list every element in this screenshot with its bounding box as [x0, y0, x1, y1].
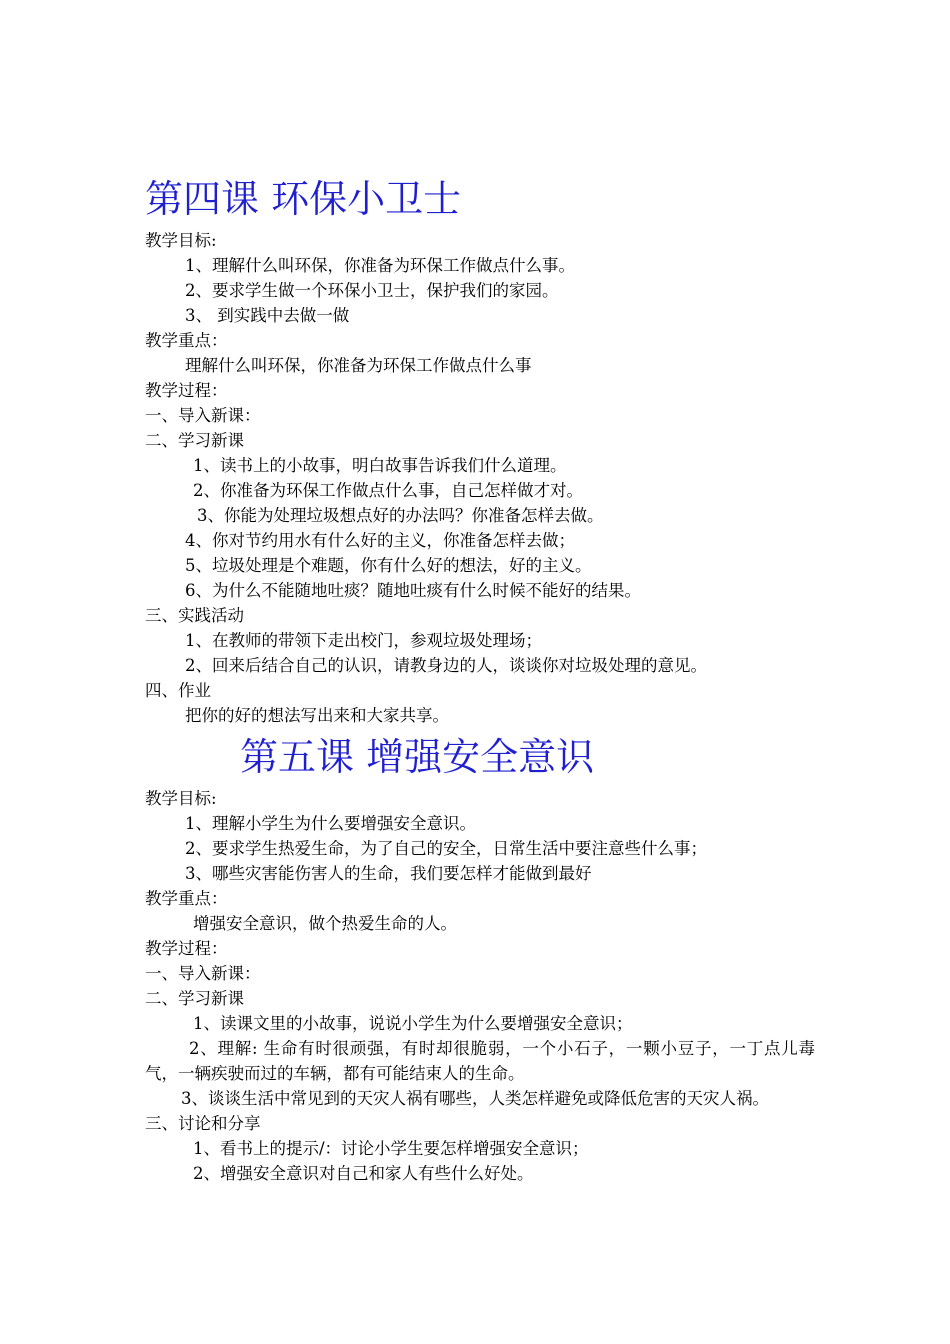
lesson4-step-1: 一、导入新课： — [145, 406, 261, 425]
lesson5-step-3: 三、讨论和分享 — [145, 1114, 261, 1133]
lesson4-goals-heading: 教学目标: — [145, 231, 217, 250]
lesson4-study-1: 1、读书上的小故事，明白故事告诉我们什么道理。 — [193, 456, 567, 475]
lesson5-focus-heading: 教学重点： — [145, 889, 228, 908]
lesson4-practice-2: 2、回来后结合自己的认识，请教身边的人，谈谈你对垃圾处理的意见。 — [185, 656, 707, 675]
lesson5-study-2: 2、理解: 生命有时很顽强，有时却很脆弱，一个小石子，一颗小豆子，一丁点儿毒气，一辆疾驶而过的车辆，都有可能结束人的生命。 — [145, 1039, 815, 1083]
lesson5-focus: 增强安全意识，做个热爱生命的人。 — [193, 914, 457, 933]
lesson5-discuss-1: 1、看书上的提示/：讨论小学生要怎样增强安全意识； — [193, 1139, 589, 1158]
lesson4-practice-1: 1、在教师的带领下走出校门，参观垃圾处理场； — [185, 631, 542, 650]
lesson4-focus-heading: 教学重点： — [145, 331, 228, 350]
lesson4-title: 第四课 环保小卫士 — [145, 177, 462, 221]
lesson5-step-2: 二、学习新课 — [145, 989, 244, 1008]
lesson5-step-1: 一、导入新课： — [145, 964, 261, 983]
lesson4-study-3: 3、你能为处理垃圾想点好的办法吗？你准备怎样去做。 — [197, 506, 604, 525]
lesson4-step-2: 二、学习新课 — [145, 431, 244, 450]
lesson5-goal-2: 2、要求学生热爱生命，为了自己的安全，日常生活中要注意些什么事； — [185, 839, 707, 858]
lesson4-process-heading: 教学过程： — [145, 381, 228, 400]
lesson4-step-4: 四、作业 — [145, 681, 211, 700]
lesson4-goal-2: 2、要求学生做一个环保小卫士，保护我们的家园。 — [185, 281, 559, 300]
lesson4-step-3: 三、实践活动 — [145, 606, 244, 625]
lesson5-goals-heading: 教学目标: — [145, 789, 217, 808]
lesson4-goal-3: 3、 到实践中去做一做 — [185, 306, 350, 325]
lesson5-goal-1: 1、理解小学生为什么要增强安全意识。 — [185, 814, 476, 833]
lesson4-focus: 理解什么叫环保，你准备为环保工作做点什么事 — [185, 356, 532, 375]
lesson5-title: 第五课 增强安全意识 — [240, 735, 595, 779]
lesson4-goal-1: 1、理解什么叫环保，你准备为环保工作做点什么事。 — [185, 256, 575, 275]
lesson4-homework: 把你的好的想法写出来和大家共享。 — [185, 706, 449, 725]
lesson5-study-1: 1、读课文里的小故事，说说小学生为什么要增强安全意识； — [193, 1014, 633, 1033]
lesson5-process-heading: 教学过程： — [145, 939, 228, 958]
lesson4-study-4: 4、你对节约用水有什么好的主义，你准备怎样去做； — [185, 531, 575, 550]
lesson5-study-3: 3、谈谈生活中常见到的天灾人祸有哪些，人类怎样避免或降低危害的天灾人祸。 — [181, 1089, 769, 1108]
document-content — [145, 170, 815, 1186]
lesson5-goal-3: 3、哪些灾害能伤害人的生命，我们要怎样才能做到最好 — [185, 864, 592, 883]
lesson4-study-6: 6、为什么不能随地吐痰？随地吐痰有什么时候不能好的结果。 — [185, 581, 641, 600]
lesson4-study-2: 2、你准备为环保工作做点什么事，自己怎样做才对。 — [193, 481, 583, 500]
lesson5-discuss-2: 2、增强安全意识对自己和家人有些什么好处。 — [193, 1164, 534, 1183]
lesson4-study-5: 5、垃圾处理是个难题，你有什么好的想法，好的主义。 — [185, 556, 592, 575]
